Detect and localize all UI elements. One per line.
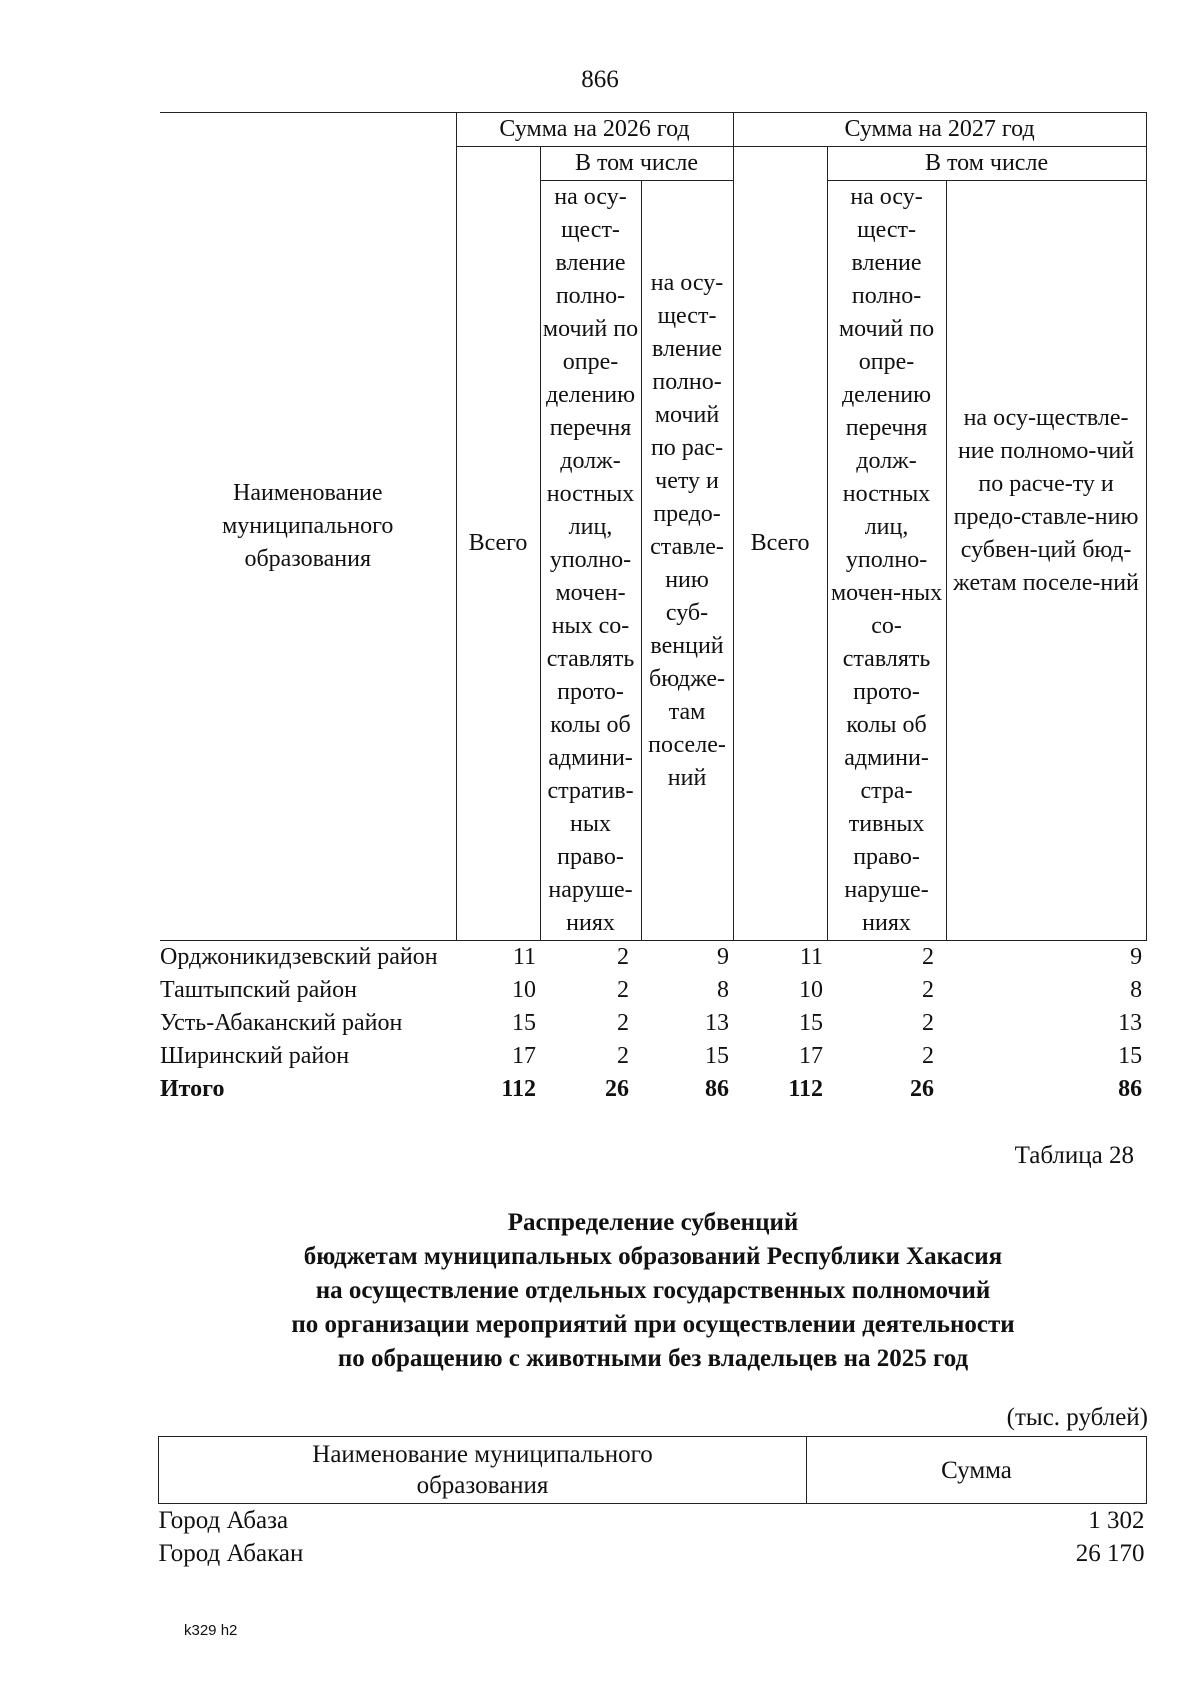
row-name: Итого [160, 1076, 225, 1102]
total-row [160, 1073, 1146, 1106]
row-name: Орджоникидзевский район [160, 944, 438, 970]
cell-admin-2027: 2 [922, 1043, 935, 1069]
cell-settle-2026: 8 [717, 977, 730, 1003]
header-municipality-name: Наименование муниципального образования [160, 113, 456, 941]
cell-total-2026: 17 [512, 1043, 536, 1069]
cell-admin-2026: 26 [605, 1076, 629, 1102]
row-name: Ширинский район [160, 1043, 350, 1069]
header-sum: Сумма [807, 1437, 1147, 1504]
header-admin-offenses-2027: на осу-щест-вление полно-мочий по опре-делению перечня долж-ностных лиц, уполно-мочен-ных со-ставлять прото-колы об админи-стра-тивных право-наруше-ниях [827, 181, 946, 941]
cell-sum: 1 302 [1088, 1507, 1145, 1534]
header-sum-2026: Сумма на 2026 год [456, 113, 733, 147]
cell-admin-2026: 2 [617, 1010, 629, 1036]
cell-admin-2026: 2 [617, 977, 629, 1003]
table-number: Таблица 28 [1014, 1142, 1134, 1169]
cell-settle-2026: 13 [705, 1010, 730, 1036]
table-row [159, 1537, 1147, 1570]
cell-total-2027: 11 [799, 944, 824, 970]
row-name: Город Абаза [158, 1507, 289, 1534]
cell-total-2027: 10 [799, 977, 824, 1003]
header-settlement-subventions-2026: на осу-щест-вление полно-мочий по рас-чету и предо-ставле-нию суб-венций бюдже-там поселе-ний [641, 181, 733, 941]
cell-settle-2027: 15 [1118, 1043, 1143, 1069]
cell-admin-2027: 2 [922, 977, 935, 1003]
subvention-table-2026-2027 [160, 112, 1147, 1106]
animal-subvention-table-2025 [158, 1436, 1147, 1570]
cell-settle-2027: 13 [1118, 1010, 1143, 1036]
cell-settle-2027: 9 [1130, 944, 1143, 970]
table-row [160, 974, 1146, 1007]
cell-total-2026: 112 [501, 1076, 536, 1102]
title-line: на осуществление отдельных государственных полномочий [315, 1277, 991, 1304]
header-total-2026: Всего [456, 147, 540, 941]
unit-label: (тыс. рублей) [1006, 1404, 1148, 1431]
cell-total-2027: 17 [799, 1043, 824, 1069]
header-including-2026: В том числе [540, 147, 733, 181]
table-row [160, 1040, 1146, 1073]
table-row [160, 941, 1146, 975]
table-title [160, 1206, 1146, 1376]
header-municipality-name: Наименование муниципального образования [159, 1437, 807, 1504]
page-number: 866 [581, 66, 619, 93]
cell-admin-2026: 2 [617, 1043, 629, 1069]
title-line: Распределение субвенций [507, 1209, 799, 1236]
row-name: Таштыпский район [160, 977, 357, 1003]
cell-admin-2027: 2 [922, 944, 935, 970]
cell-total-2026: 10 [512, 977, 536, 1003]
row-name: Усть-Абаканский район [160, 1010, 403, 1036]
header-admin-offenses-2026: на осу-щест-вление полно-мочий по опре-делению перечня долж-ностных лиц, уполно-мочен-ных со-ставлять прото-колы об админи-стратив-ных право-наруше-ниях [540, 181, 641, 941]
cell-settle-2026: 9 [717, 944, 730, 970]
header-sum-2027: Сумма на 2027 год [733, 113, 1146, 147]
row-name: Город Абакан [158, 1540, 304, 1567]
header-settlement-subventions-2027: на осу-ществле-ние полномо-чий по расче-ту и предо-ставле-нию субвен-ций бюд-жетам поселе-ний [946, 181, 1146, 941]
cell-total-2027: 15 [799, 1010, 824, 1036]
header-total-2027: Всего [733, 147, 827, 941]
cell-sum: 26 170 [1075, 1540, 1145, 1567]
header-including-2027: В том числе [827, 147, 1146, 181]
cell-admin-2026: 2 [617, 944, 629, 970]
cell-total-2026: 11 [512, 944, 536, 970]
footer-code: k329 h2 [184, 1622, 238, 1639]
table-row [159, 1504, 1147, 1538]
cell-total-2026: 15 [512, 1010, 536, 1036]
table-row [160, 1007, 1146, 1040]
cell-settle-2027: 86 [1118, 1076, 1143, 1102]
cell-admin-2027: 26 [910, 1076, 935, 1102]
title-line: по обращению с животными без владельцев на 2025 год [337, 1345, 969, 1372]
cell-admin-2027: 2 [922, 1010, 935, 1036]
cell-total-2027: 112 [788, 1076, 824, 1102]
title-line: по организации мероприятий при осуществлении деятельности [291, 1311, 1015, 1338]
cell-settle-2026: 86 [705, 1076, 730, 1102]
cell-settle-2026: 15 [705, 1043, 730, 1069]
title-line: бюджетам муниципальных образований Республики Хакасия [303, 1243, 1003, 1270]
cell-settle-2027: 8 [1130, 977, 1143, 1003]
